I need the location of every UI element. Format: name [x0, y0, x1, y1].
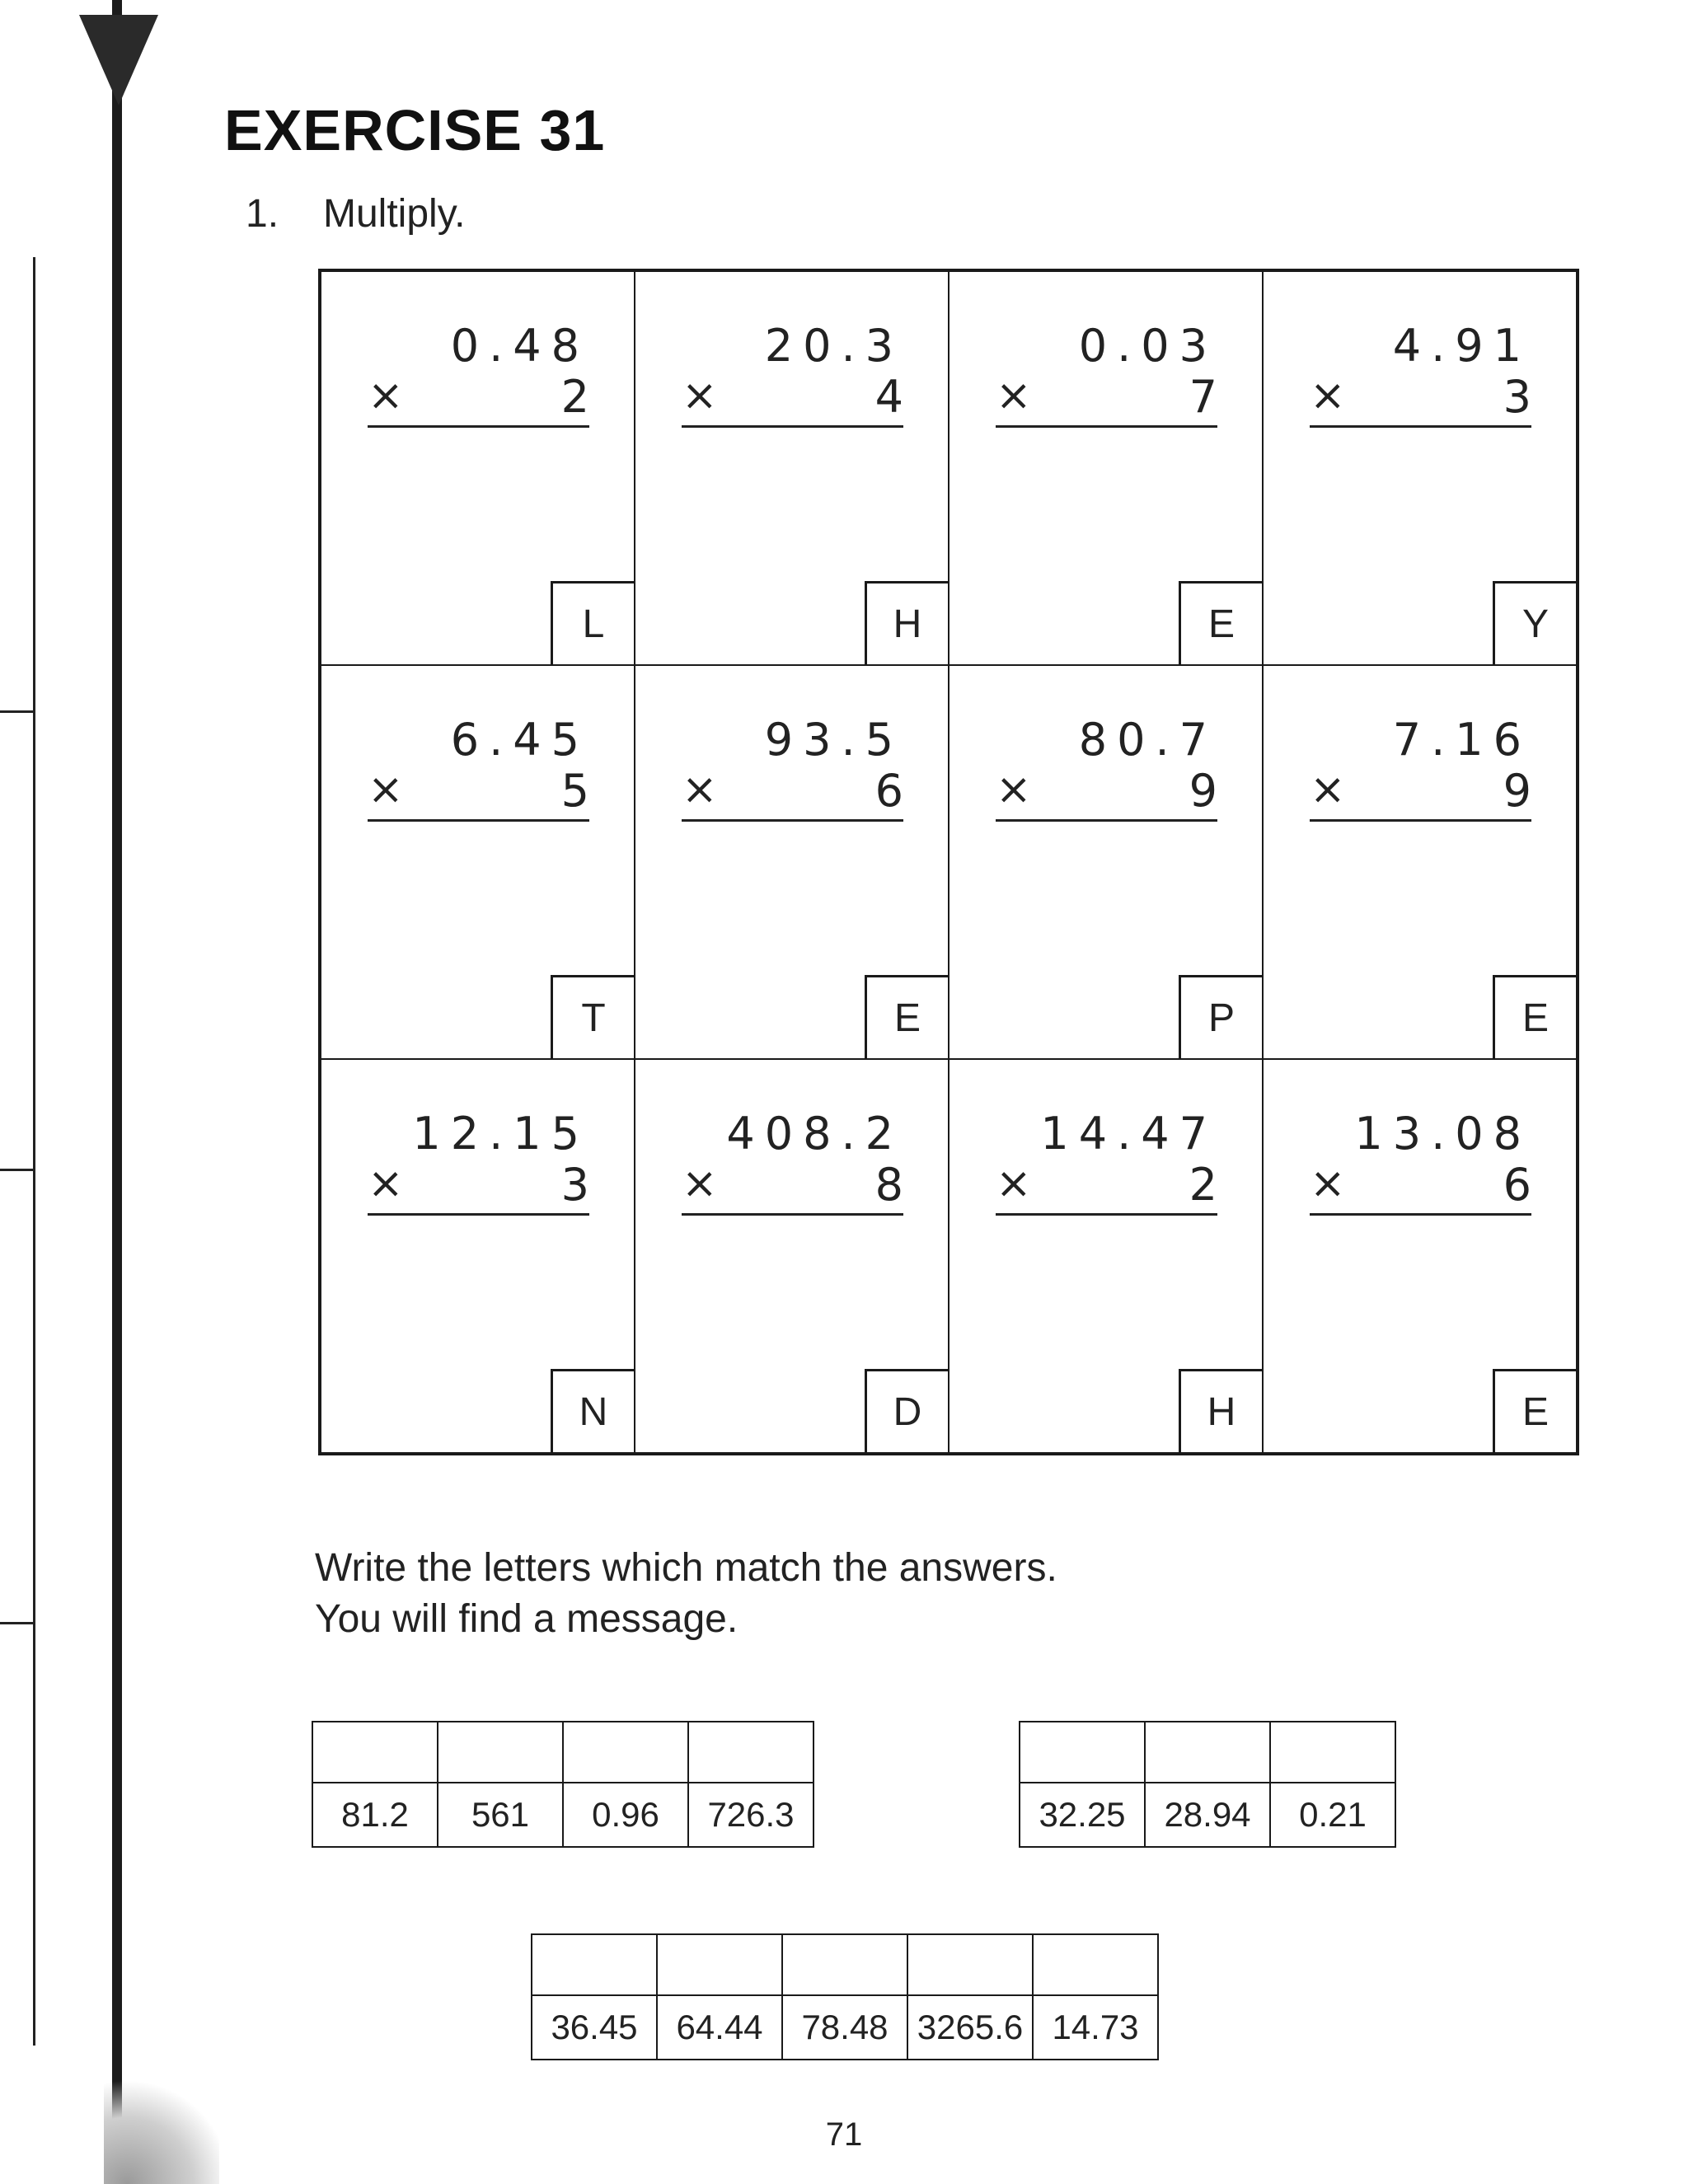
- answer-letter-input[interactable]: [312, 1722, 438, 1783]
- multiplier: 6: [874, 765, 903, 817]
- code-letter: N: [551, 1369, 634, 1452]
- spine-bottom-shadow: [104, 2069, 219, 2184]
- problem-cell[interactable]: [1263, 1059, 1577, 1453]
- multiplicand: 14.47: [1040, 1108, 1217, 1160]
- code-letter: E: [1493, 1369, 1576, 1452]
- code-letter: L: [551, 581, 634, 664]
- answer-table-1: [312, 1721, 814, 1848]
- multiplier: 4: [874, 371, 903, 423]
- multiply-row: [682, 371, 903, 428]
- margin-tick: [0, 1622, 33, 1624]
- spine-top-shadow: [79, 15, 158, 105]
- times-sign: ×: [996, 371, 1032, 420]
- answer-value: 561: [438, 1783, 563, 1847]
- code-letter: E: [1493, 975, 1576, 1058]
- multiply-row: [996, 371, 1217, 428]
- answer-letter-input[interactable]: [688, 1722, 814, 1783]
- instruction-line: You will find a message.: [315, 1597, 738, 1641]
- multiply-row: [1310, 1159, 1531, 1216]
- multiply-row: [368, 371, 589, 428]
- multiplier: 9: [1503, 765, 1531, 817]
- multiplicand: 408.2: [726, 1108, 903, 1160]
- page-number: 71: [825, 2116, 863, 2153]
- answer-value: 32.25: [1020, 1783, 1145, 1847]
- problem-cell[interactable]: [321, 271, 635, 665]
- question-prompt: Multiply.: [323, 192, 466, 236]
- multiplier: 5: [560, 765, 589, 817]
- code-letter: H: [865, 581, 948, 664]
- answer-value: 28.94: [1145, 1783, 1270, 1847]
- times-sign: ×: [996, 1159, 1032, 1208]
- multiply-row: [368, 1159, 589, 1216]
- code-letter: Y: [1493, 581, 1576, 664]
- answer-value: 14.73: [1033, 1995, 1158, 2060]
- problem-cell[interactable]: [635, 1059, 949, 1453]
- answer-value: 0.96: [563, 1783, 688, 1847]
- margin-bracket: [0, 257, 35, 2046]
- multiply-row: [996, 765, 1217, 822]
- times-sign: ×: [1310, 371, 1346, 420]
- problem-cell[interactable]: [949, 665, 1263, 1059]
- multiplicand: 80.7: [1078, 714, 1217, 766]
- multiplicand: 6.45: [450, 714, 589, 766]
- multiplicand: 0.48: [450, 320, 589, 372]
- problem-cell[interactable]: [635, 665, 949, 1059]
- instruction-line: Write the letters which match the answers.: [315, 1546, 1057, 1590]
- margin-tick: [0, 1169, 33, 1171]
- answer-value: 36.45: [532, 1995, 657, 2060]
- multiply-row: [996, 1159, 1217, 1216]
- multiplicand: 12.15: [412, 1108, 589, 1160]
- answer-letter-input[interactable]: [657, 1934, 782, 1995]
- problem-cell[interactable]: [321, 665, 635, 1059]
- answer-letter-input[interactable]: [532, 1934, 657, 1995]
- multiply-row: [1310, 371, 1531, 428]
- multiplicand: 7.16: [1392, 714, 1531, 766]
- multiply-row: [1310, 765, 1531, 822]
- times-sign: ×: [682, 1159, 718, 1208]
- margin-tick: [0, 710, 33, 713]
- answer-value: 81.2: [312, 1783, 438, 1847]
- times-sign: ×: [368, 371, 404, 420]
- instructions: [315, 1543, 1057, 1645]
- answer-letter-input[interactable]: [782, 1934, 907, 1995]
- multiplicand: 13.08: [1354, 1108, 1531, 1160]
- times-sign: ×: [682, 371, 718, 420]
- multiplier: 3: [560, 1159, 589, 1211]
- multiply-row: [682, 765, 903, 822]
- answer-value: 726.3: [688, 1783, 814, 1847]
- multiplier: 7: [1189, 371, 1217, 423]
- multiplier: 3: [1503, 371, 1531, 423]
- code-letter: D: [865, 1369, 948, 1452]
- code-letter: H: [1179, 1369, 1262, 1452]
- multiplier: 2: [1189, 1159, 1217, 1211]
- multiplicand: 93.5: [764, 714, 903, 766]
- answer-letter-input[interactable]: [1270, 1722, 1395, 1783]
- problem-cell[interactable]: [949, 1059, 1263, 1453]
- multiplier: 2: [560, 371, 589, 423]
- answer-letter-input[interactable]: [1020, 1722, 1145, 1783]
- times-sign: ×: [682, 765, 718, 814]
- answer-value: 3265.6: [907, 1995, 1033, 2060]
- times-sign: ×: [368, 1159, 404, 1208]
- multiplicand: 4.91: [1392, 320, 1531, 372]
- times-sign: ×: [996, 765, 1032, 814]
- code-letter: P: [1179, 975, 1262, 1058]
- answer-value: 0.21: [1270, 1783, 1395, 1847]
- problem-cell[interactable]: [1263, 271, 1577, 665]
- exercise-title: EXERCISE 31: [224, 98, 606, 162]
- answer-letter-input[interactable]: [1033, 1934, 1158, 1995]
- answer-letter-input[interactable]: [438, 1722, 563, 1783]
- multiply-row: [368, 765, 589, 822]
- answer-letter-input[interactable]: [1145, 1722, 1270, 1783]
- answer-table-2: [1019, 1721, 1396, 1848]
- multiplier: 8: [874, 1159, 903, 1211]
- code-letter: E: [865, 975, 948, 1058]
- problem-cell[interactable]: [1263, 665, 1577, 1059]
- code-letter: T: [551, 975, 634, 1058]
- book-spine: [112, 0, 122, 2184]
- answer-letter-input[interactable]: [563, 1722, 688, 1783]
- problem-cell[interactable]: [949, 271, 1263, 665]
- problem-cell[interactable]: [635, 271, 949, 665]
- answer-value: 78.48: [782, 1995, 907, 2060]
- times-sign: ×: [1310, 765, 1346, 814]
- times-sign: ×: [368, 765, 404, 814]
- multiplicand: 20.3: [764, 320, 903, 372]
- times-sign: ×: [1310, 1159, 1346, 1208]
- answer-table-3: [531, 1933, 1159, 2060]
- multiplier: 6: [1503, 1159, 1531, 1211]
- question-number: 1.: [246, 192, 279, 236]
- multiplier: 9: [1189, 765, 1217, 817]
- multiply-row: [682, 1159, 903, 1216]
- multiplicand: 0.03: [1078, 320, 1217, 372]
- code-letter: E: [1179, 581, 1262, 664]
- answer-value: 64.44: [657, 1995, 782, 2060]
- answer-letter-input[interactable]: [907, 1934, 1033, 1995]
- multiplication-grid: [318, 269, 1579, 1455]
- problem-cell[interactable]: [321, 1059, 635, 1453]
